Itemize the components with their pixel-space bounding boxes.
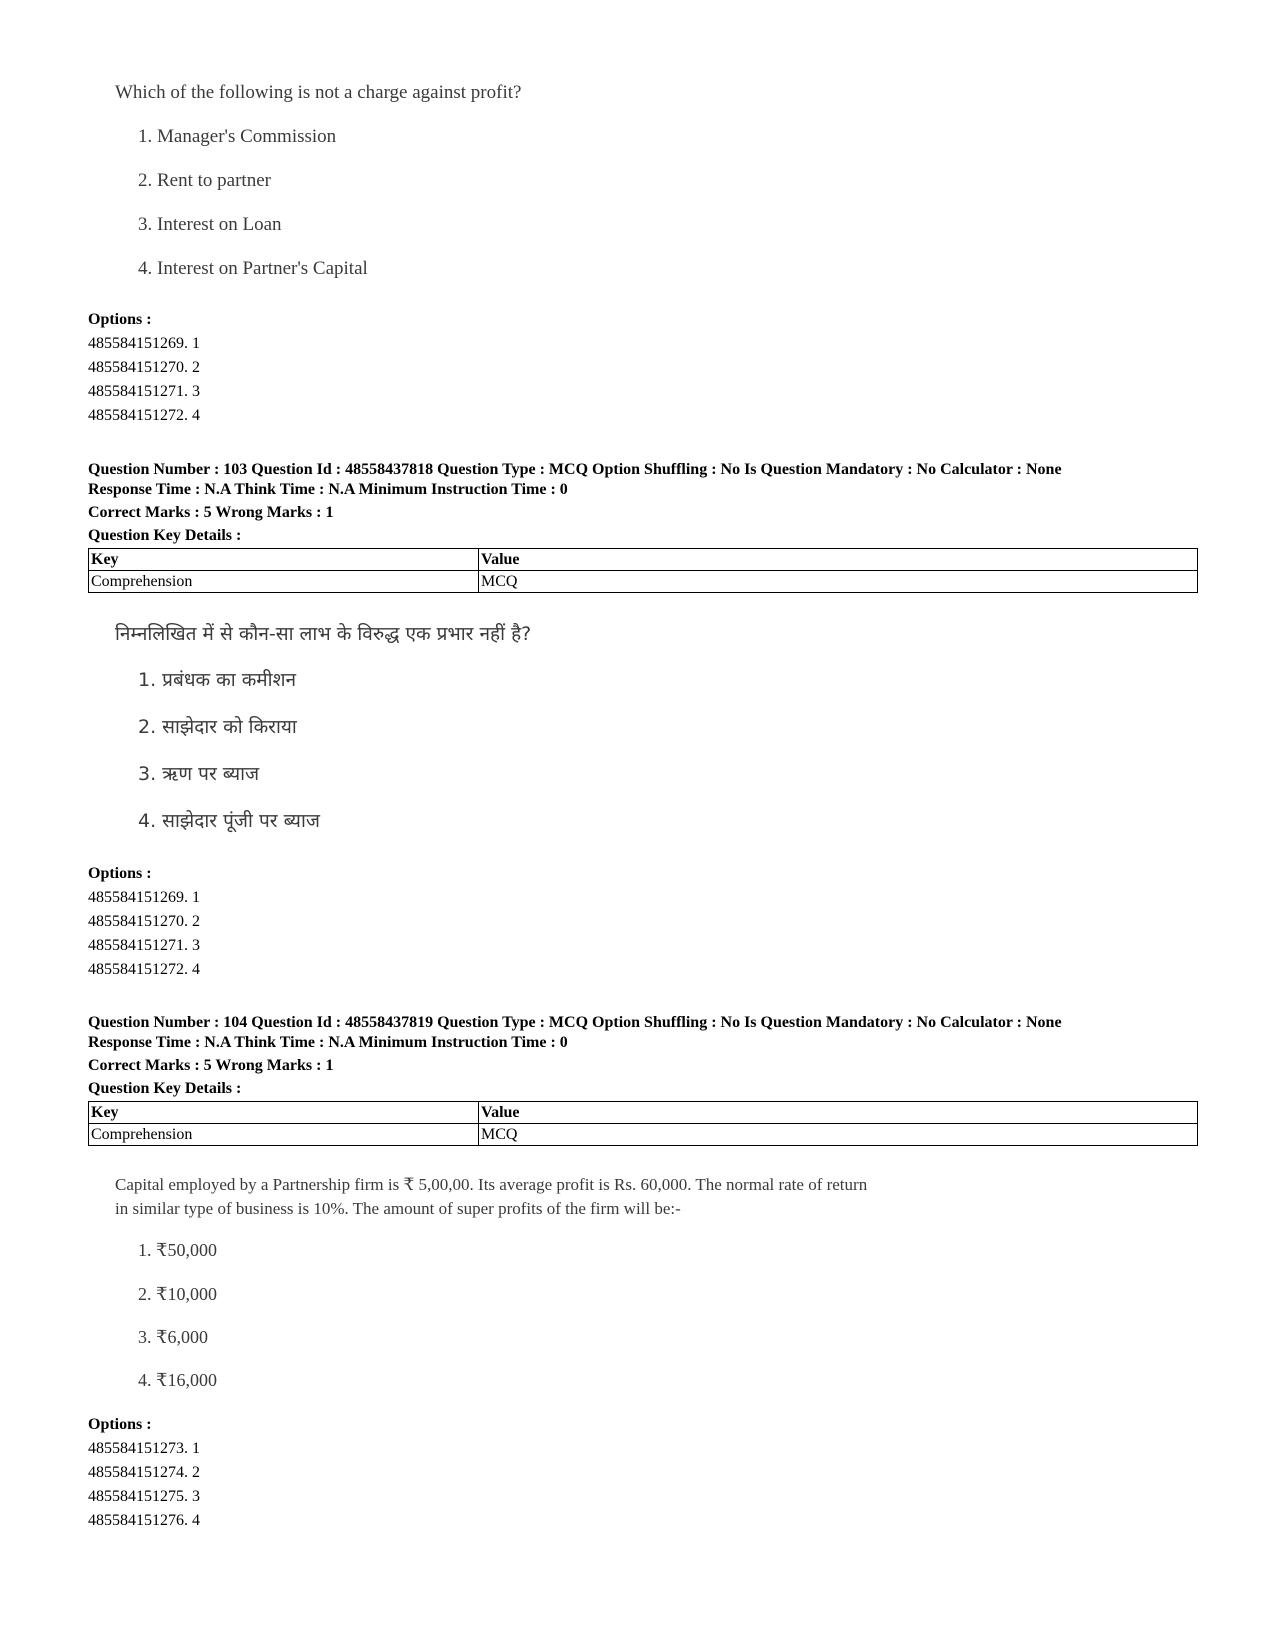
marks-line: Correct Marks : 5 Wrong Marks : 1 [88,1057,334,1074]
choice-2: 2. साझेदार को किराया [138,716,297,738]
options-header: Options : [88,1416,152,1433]
key-cell: Comprehension [89,1124,479,1146]
question-103-metadata [88,460,1198,546]
choice-1: 1. Manager's Commission [138,126,337,147]
question-102-options [88,308,200,428]
option-row: 485584151271. 3 [88,937,200,954]
question-103-image [115,622,815,832]
value-header: Value [479,549,1198,571]
question-104-key-table [88,1101,1198,1146]
table-header-row [89,1102,1198,1124]
option-row: 485584151275. 3 [88,1488,200,1505]
choice-4: 4. Interest on Partner's Capital [138,258,368,279]
option-row: 485584151270. 2 [88,359,200,376]
timing-info-line: Response Time : N.A Think Time : N.A Minimum Instruction Time : 0 [88,481,568,498]
options-header: Options : [88,311,152,328]
question-104-metadata [88,1013,1198,1099]
key-details-label: Question Key Details : [88,527,242,544]
question-stem: निम्नलिखित में से कौन-सा लाभ के विरुद्ध एक प्रभार नहीं है? [115,623,532,645]
choice-3: 3. ऋण पर ब्याज [138,763,260,785]
option-row: 485584151272. 4 [88,407,200,424]
option-row: 485584151276. 4 [88,1512,200,1529]
key-header: Key [89,1102,479,1124]
table-row [89,571,1198,593]
key-cell: Comprehension [89,571,479,593]
value-cell: MCQ [479,571,1198,593]
question-stem-line-2: in similar type of business is 10%. The amount of super profits of the firm will be:- [115,1199,681,1218]
choice-4: 4. ₹16,000 [138,1370,217,1390]
choice-3: 3. ₹6,000 [138,1327,208,1347]
choice-4: 4. साझेदार पूंजी पर ब्याज [138,810,320,832]
question-stem: Which of the following is not a charge against profit? [115,82,522,103]
question-info-line: Question Number : 103 Question Id : 48558437818 Question Type : MCQ Option Shuffling : No Is Question Mandatory : No Calculator : None [88,461,1062,478]
question-102-image [115,80,815,290]
marks-line: Correct Marks : 5 Wrong Marks : 1 [88,504,334,521]
option-row: 485584151272. 4 [88,961,200,978]
question-info-line: Question Number : 104 Question Id : 48558437819 Question Type : MCQ Option Shuffling : No Is Question Mandatory : No Calculator : None [88,1014,1062,1031]
question-103-key-table [88,548,1198,593]
table-header-row [89,549,1198,571]
value-header: Value [479,1102,1198,1124]
table-row [89,1124,1198,1146]
option-row: 485584151271. 3 [88,383,200,400]
choice-1: 1. प्रबंधक का कमीशन [138,669,297,691]
question-104-options [88,1413,200,1533]
key-header: Key [89,549,479,571]
choice-2: 2. Rent to partner [138,170,271,191]
value-cell: MCQ [479,1124,1198,1146]
option-row: 485584151273. 1 [88,1440,200,1457]
option-row: 485584151270. 2 [88,913,200,930]
option-row: 485584151269. 1 [88,889,200,906]
choice-2: 2. ₹10,000 [138,1284,217,1304]
question-103-options [88,862,200,982]
key-details-label: Question Key Details : [88,1080,242,1097]
options-header: Options : [88,865,152,882]
option-row: 485584151269. 1 [88,335,200,352]
option-row: 485584151274. 2 [88,1464,200,1481]
timing-info-line: Response Time : N.A Think Time : N.A Minimum Instruction Time : 0 [88,1034,568,1051]
question-104-image [115,1172,1015,1392]
choice-1: 1. ₹50,000 [138,1240,217,1260]
question-stem-line-1: Capital employed by a Partnership firm is ₹ 5,00,00. Its average profit is Rs. 60,000. The normal rate of return [115,1175,868,1194]
choice-3: 3. Interest on Loan [138,214,282,235]
